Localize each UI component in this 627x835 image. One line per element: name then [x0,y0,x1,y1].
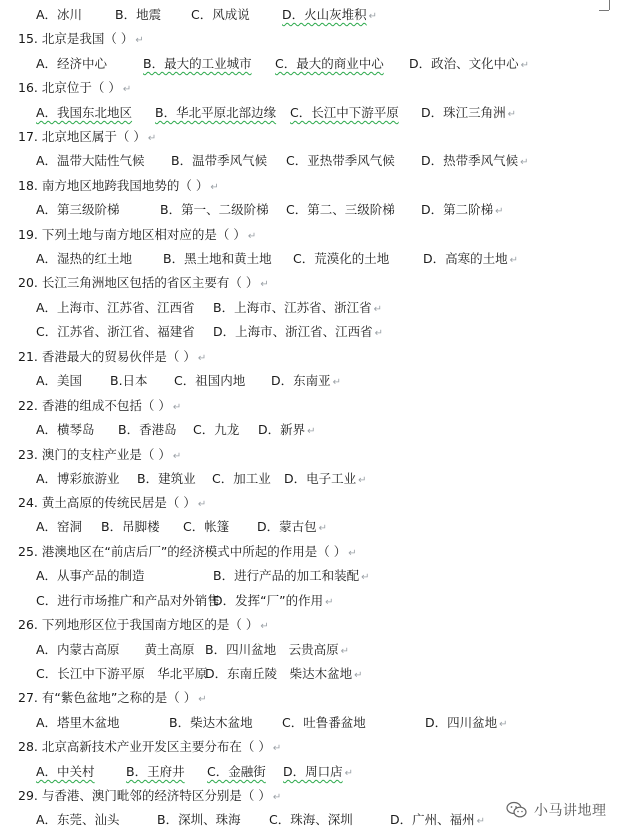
question-stem: 18. 南方地区地跨我国地势的（ ） ↵ [18,178,219,193]
option-a: A．内蒙古高原 黄土高原 [36,642,195,657]
option-c: C．荒漠化的土地 [293,251,390,266]
option-d: D．珠江三角洲 ↵ [421,105,517,120]
option-c: C．亚热带季风气候 [286,153,395,168]
option-a: A．经济中心 [36,56,108,71]
option-c: C．长江中下游平原 [290,105,399,120]
option-a: A．窑洞 [36,519,83,534]
option-c: C．祖国内地 [174,373,246,388]
question-stem: 24. 黄土高原的传统民居是（ ） ↵ [18,495,207,510]
option-d: D．东南丘陵 柴达木盆地 ↵ [205,666,363,681]
option-a: A．东莞、汕头 [36,812,120,827]
option-d: D．四川盆地 ↵ [425,715,508,730]
question-stem: 22. 香港的组成不包括（ ） ↵ [18,398,182,413]
option-b: B．第一、二级阶梯 [160,202,269,217]
option-a: A．横琴岛 [36,422,95,437]
option-d: D．高寒的土地 ↵ [423,251,519,266]
option-c: C．江苏省、浙江省、福建省 [36,324,195,339]
question-stem: 29. 与香港、澳门毗邻的经济特区分别是（ ） ↵ [18,788,282,803]
option-d: D．上海市、浙江省、江西省 ↵ [213,324,384,339]
watermark [506,798,607,822]
option-b: B．华北平原北部边缘 [155,105,277,120]
option-c: C．加工业 [212,471,271,486]
option-c: C．金融街 [207,764,266,779]
option-c: C．第二、三级阶梯 [286,202,395,217]
question-stem: 27. 有“紫色盆地”之称的是（ ） ↵ [18,690,207,705]
option-d: D．广州、福州 ↵ [390,812,486,827]
option-c: C．九龙 [193,422,240,437]
option-b: B．黑土地和黄土地 [163,251,272,266]
page-corner-mark [599,0,627,28]
option-b: B．地震 [115,7,162,22]
question-stem: 17. 北京地区属于（ ） ↵ [18,129,157,144]
question-stem: 28. 北京高新技术产业开发区主要分布在（ ） ↵ [18,739,282,754]
option-a: A．从事产品的制造 [36,568,145,583]
option-a: A．美国 [36,373,83,388]
option-a: A．温带大陆性气候 [36,153,145,168]
option-c: C．进行市场推广和产品对外销售 [36,593,220,608]
option-d: D．火山灰堆积 ↵ [282,7,378,22]
question-stem: 21. 香港最大的贸易伙伴是（ ） ↵ [18,349,207,364]
option-d: D．政治、文化中心 ↵ [409,56,530,71]
option-b: B．香港岛 [118,422,177,437]
option-d: D．蒙古包 ↵ [257,519,328,534]
option-c: C．长江中下游平原 华北平原 [36,666,208,681]
option-b: B．吊脚楼 [101,519,160,534]
option-d: D．发挥“厂”的作用 ↵ [213,593,334,608]
question-stem: 23. 澳门的支柱产业是（ ） ↵ [18,447,182,462]
option-a: A．中关村 [36,764,95,779]
option-d: D．东南亚 ↵ [271,373,342,388]
option-c: C．最大的商业中心 [275,56,384,71]
option-b: B．上海市、江苏省、浙江省 ↵ [213,300,382,315]
option-b: B．柴达木盆地 [169,715,253,730]
option-a: A．湿热的红土地 [36,251,133,266]
option-d: D．热带季风气候 ↵ [421,153,529,168]
option-d: D．周口店 ↵ [283,764,354,779]
option-c: C．吐鲁番盆地 [282,715,366,730]
question-stem: 26. 下列地形区位于我国南方地区的是（ ） ↵ [18,617,269,632]
option-a: A．博彩旅游业 [36,471,120,486]
option-a: A．第三级阶梯 [36,202,120,217]
option-c: C．珠海、深圳 [269,812,353,827]
option-c: C．帐篷 [183,519,230,534]
option-a: A．我国东北地区 [36,105,133,120]
option-b: B．进行产品的加工和装配 ↵ [213,568,370,583]
option-b: B．四川盆地 云贵高原 ↵ [205,642,349,657]
option-d: D．第二阶梯 ↵ [421,202,504,217]
option-a: A．上海市、江苏省、江西省 [36,300,195,315]
question-stem: 25. 港澳地区在“前店后厂”的经济模式中所起的作用是（ ） ↵ [18,544,357,559]
option-b: B．王府井 [126,764,185,779]
option-a: A．塔里木盆地 [36,715,120,730]
question-stem: 15. 北京是我国（ ） ↵ [18,31,144,46]
option-a: A．冰川 [36,7,83,22]
question-stem: 20. 长江三角洲地区包括的省区主要有（ ） ↵ [18,275,269,290]
wechat-icon [506,801,528,819]
option-b: B．深圳、珠海 [157,812,241,827]
option-b: B.日本 [110,373,148,388]
option-d: D．新界 ↵ [258,422,316,437]
option-b: B．温带季风气候 [171,153,268,168]
watermark-text: 小马讲地理 [534,803,607,819]
option-c: C．风成说 [191,7,250,22]
option-b: B．建筑业 [137,471,196,486]
option-b: B．最大的工业城市 [143,56,252,71]
question-stem: 16. 北京位于（ ） ↵ [18,80,132,95]
question-stem: 19. 下列土地与南方地区相对应的是（ ） ↵ [18,227,257,242]
option-d: D．电子工业 ↵ [284,471,367,486]
